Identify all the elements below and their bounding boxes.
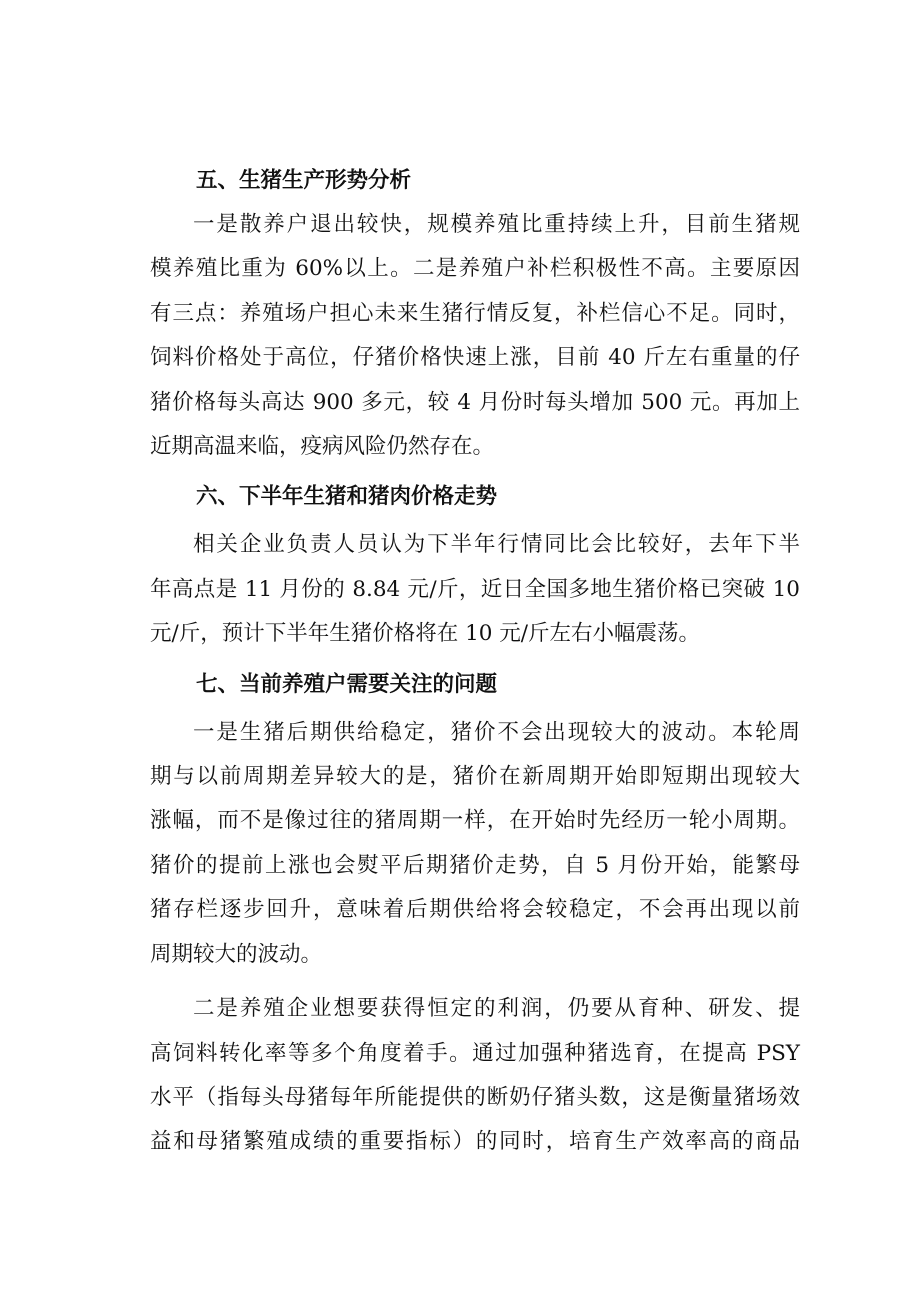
text-line: 二是养殖企业想要获得恒定的利润，仍要从育种、研发、提: [193, 996, 800, 1022]
text-line: 有三点：养殖场户担心未来生猪行情反复，补栏信心不足。同时，: [150, 300, 800, 326]
section-7-paragraph-1: [150, 711, 800, 977]
text-line: 年高点是 11 月份的 8.84 元/斤，近日全国多地生猪价格已突破 10: [150, 576, 800, 602]
text-line: 一是生猪后期供给稳定，猪价不会出现较大的波动。本轮周: [193, 719, 800, 745]
text-line: 高饲料转化率等多个角度着手。通过加强种猪选育，在提高 PSY: [150, 1040, 800, 1066]
section-heading-6: 六、下半年生猪和猪肉价格走势: [196, 484, 498, 510]
document-body: [150, 159, 800, 1165]
text-line: 猪价的提前上涨也会熨平后期猪价走势，自 5 月份开始，能繁母: [150, 852, 800, 878]
section-heading-7: 七、当前养殖户需要关注的问题: [196, 671, 498, 697]
text-line: 猪价格每头高达 900 多元，较 4 月份时每头增加 500 元。再加上: [150, 389, 800, 415]
text-line: 益和母猪繁殖成绩的重要指标）的同时，培育生产效率高的商品: [150, 1129, 800, 1155]
text-line: 模养殖比重为 60%以上。二是养殖户补栏积极性不高。主要原因: [150, 256, 800, 282]
section-6-paragraph-1: [150, 523, 800, 656]
section-heading-5: 五、生猪生产形势分析: [196, 168, 412, 193]
text-line: 猪存栏逐步回升，意味着后期供给将会较稳定，不会再出现以前: [150, 897, 800, 923]
text-line: 饲料价格处于高位，仔猪价格快速上涨，目前 40 斤左右重量的仔: [150, 345, 800, 371]
text-line: 周期较大的波动。: [150, 941, 323, 967]
text-line: 元/斤，预计下半年生猪价格将在 10 元/斤左右小幅震荡。: [150, 621, 701, 647]
text-line: 一是散养户退出较快，规模养殖比重持续上升，目前生猪规: [193, 212, 800, 237]
text-line: 水平（指每头母猪每年所能提供的断奶仔猪头数，这是衡量猪场效: [150, 1084, 800, 1110]
section-7-paragraph-2: [150, 987, 800, 1165]
text-line: 相关企业负责人员认为下半年行情同比会比较好，去年下半: [193, 532, 800, 558]
text-line: 期与以前周期差异较大的是，猪价在新周期开始即短期出现较大: [150, 764, 800, 790]
section-5-paragraph-1: [150, 203, 800, 469]
text-line: 近期高温来临，疫病风险仍然存在。: [150, 434, 495, 460]
text-line: 涨幅，而不是像过往的猪周期一样，在开始时先经历一轮小周期。: [150, 808, 800, 834]
